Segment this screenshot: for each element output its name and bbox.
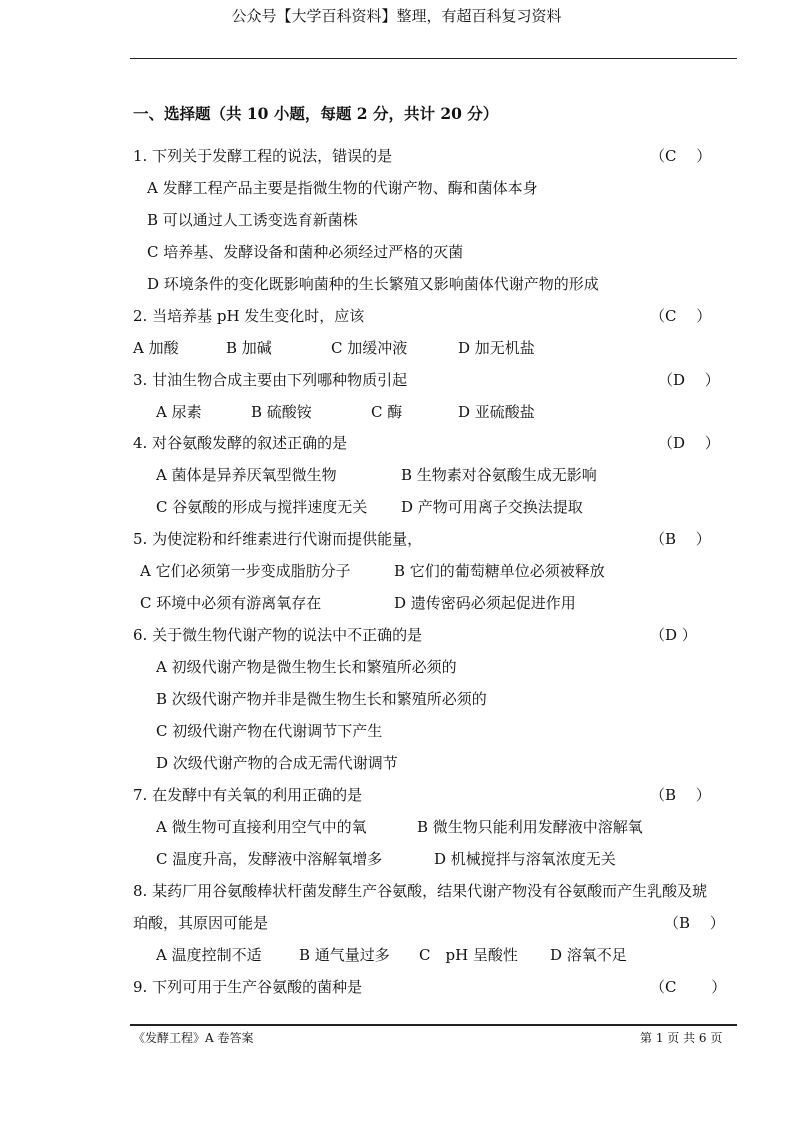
footer-rule	[130, 1024, 737, 1026]
question-2-option-a: A 加酸	[133, 339, 179, 357]
question-5-option-a: A 它们必须第一步变成脂肪分子	[140, 562, 351, 580]
question-9-answer: （C ）	[650, 978, 727, 996]
question-3-option-c: C 酶	[371, 403, 403, 421]
question-3-option-a: A 尿素	[156, 403, 202, 421]
question-8-option-b: B 通气量过多	[299, 946, 390, 964]
question-4-option-d: D 产物可用离子交换法提取	[401, 498, 583, 516]
question-5-option-b: B 它们的葡萄糖单位必须被释放	[394, 562, 605, 580]
question-5-option-d: D 遗传密码必须起促进作用	[394, 594, 576, 612]
question-7-option-d: D 机械搅拌与溶氧浓度无关	[434, 850, 616, 868]
question-2-option-c: C 加缓冲液	[331, 339, 408, 357]
question-1-option-c: C 培养基、发酵设备和菌种必须经过严格的灭菌	[147, 243, 464, 261]
question-3-stem: 3. 甘油生物合成主要由下列哪种物质引起	[133, 371, 408, 389]
footer-page-number: 第 1 页 共 6 页	[640, 1031, 723, 1045]
question-2-answer: （C ）	[650, 307, 712, 325]
question-7-option-b: B 微生物只能利用发酵液中溶解氧	[417, 818, 643, 836]
question-5-option-c: C 环境中必须有游离氧存在	[140, 594, 322, 612]
question-4-option-a: A 菌体是异养厌氧型微生物	[156, 466, 337, 484]
question-3-option-b: B 硫酸铵	[251, 403, 312, 421]
question-4-answer: （D ）	[658, 434, 720, 452]
page-header: 公众号【大学百科资料】整理，有超百科复习资料	[231, 7, 562, 25]
question-8-answer: （B ）	[664, 914, 725, 932]
footer-title: 《发酵工程》A 卷答案	[133, 1031, 254, 1045]
question-7-option-c: C 温度升高，发酵液中溶解氧增多	[156, 850, 383, 868]
question-3-answer: （D ）	[658, 371, 720, 389]
question-6-option-d: D 次级代谢产物的合成无需代谢调节	[156, 754, 398, 772]
question-1-option-d: D 环境条件的变化既影响菌种的生长繁殖又影响菌体代谢产物的形成	[147, 275, 599, 293]
question-5-answer: （B ）	[650, 530, 711, 548]
question-3-option-d: D 亚硫酸盐	[458, 403, 535, 421]
question-4-option-c: C 谷氨酸的形成与搅拌速度无关	[156, 498, 368, 516]
question-8-option-a: A 温度控制不适	[156, 946, 262, 964]
question-4-option-b: B 生物素对谷氨酸生成无影响	[401, 466, 597, 484]
question-8-option-d: D 溶氧不足	[550, 946, 627, 964]
header-rule	[130, 58, 737, 59]
question-7-answer: （B ）	[650, 786, 711, 804]
question-7-stem: 7. 在发酵中有关氧的利用正确的是	[133, 786, 363, 804]
question-1-answer: （C ）	[650, 147, 712, 165]
question-5-stem: 5. 为使淀粉和纤维素进行代谢而提供能量，	[133, 530, 423, 548]
question-6-stem: 6. 关于微生物代谢产物的说法中不正确的是	[133, 626, 423, 644]
question-8-stem: 8. 某药厂用谷氨酸棒状杆菌发酵生产谷氨酸，结果代谢产物没有谷氨酸而产生乳酸及琥	[133, 882, 708, 900]
question-6-option-a: A 初级代谢产物是微生物生长和繁殖所必须的	[156, 658, 457, 676]
question-1-stem: 1. 下列关于发酵工程的说法，错误的是	[133, 147, 393, 165]
question-6-option-b: B 次级代谢产物并非是微生物生长和繁殖所必须的	[156, 690, 487, 708]
question-9-stem: 9. 下列可用于生产谷氨酸的菌种是	[133, 978, 363, 996]
question-6-answer: （D ）	[650, 626, 697, 644]
question-2-option-d: D 加无机盐	[458, 339, 535, 357]
question-6-option-c: C 初级代谢产物在代谢调节下产生	[156, 722, 383, 740]
question-8-stem-continued: 珀酸，其原因可能是	[133, 914, 269, 932]
question-1-option-a: A 发酵工程产品主要是指微生物的代谢产物、酶和菌体本身	[147, 179, 538, 197]
question-2-option-b: B 加碱	[226, 339, 272, 357]
question-4-stem: 4. 对谷氨酸发酵的叙述正确的是	[133, 434, 348, 452]
question-8-option-c: C pH 呈酸性	[419, 946, 518, 964]
question-7-option-a: A 微生物可直接利用空气中的氧	[156, 818, 367, 836]
question-1-option-b: B 可以通过人工诱变选育新菌株	[147, 211, 358, 229]
question-2-stem: 2. 当培养基 pH 发生变化时，应该	[133, 307, 365, 325]
section-title: 一、选择题（共 10 小题，每题 2 分，共计 20 分）	[133, 104, 499, 123]
